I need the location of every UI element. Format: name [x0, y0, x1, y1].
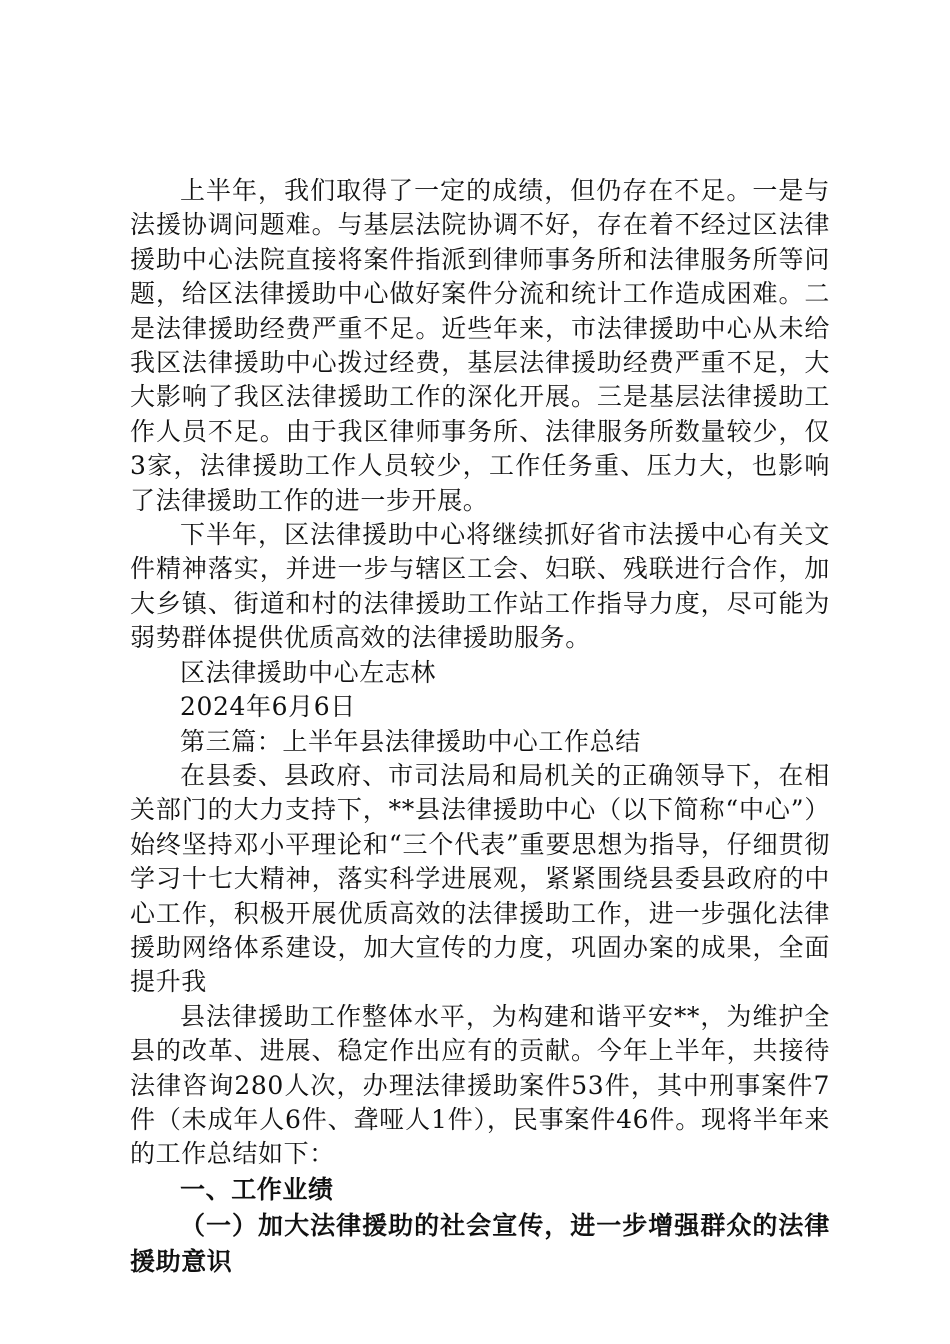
subheading-publicity: （一）加大法律援助的社会宣传，进一步增强群众的法律援助意识 [130, 1210, 830, 1276]
document-body [130, 174, 830, 1280]
paragraph-summary-stats: 县法律援助工作整体水平，为构建和谐平安**，为维护全县的改革、进展、稳定作出应有的贡献。今年上半年，共接待法律咨询280人次，办理法律援助案件53件，其中刑事案件7件（未成年人6件、聋哑人1件），民事案件46件。现将半年来的工作总结如下： [130, 1001, 830, 1169]
paragraph-second-half-plan: 下半年，区法律援助中心将继续抓好省市法援中心有关文件精神落实，并进一步与辖区工会、妇联、残联进行合作，加大乡镇、街道和村的法律援助工作站工作指导力度，尽可能为弱势群体提供优质高效的法律援助服务。 [130, 520, 830, 653]
heading-work-achievements: 一、工作业绩 [180, 1174, 334, 1204]
section-title: 第三篇：上半年县法律援助中心工作总结 [180, 726, 641, 756]
paragraph-introduction: 在县委、县政府、市司法局和局机关的正确领导下，在相关部门的大力支持下，**县法律援助中心（以下简称“中心”）始终坚持邓小平理论和“三个代表”重要思想为指导，仔细贯彻学习十七大精神，落实科学进展观，紧紧围绕县委县政府的中心工作，积极开展优质高效的法律援助工作，进一步强化法律援助网络体系建设，加大宣传的力度，巩固办案的成果，全面提升我 [130, 760, 830, 997]
date-line: 2024年6月6日 [180, 692, 356, 722]
signature-line: 区法律援助中心左志林 [180, 657, 437, 687]
paragraph-shortcomings: 上半年，我们取得了一定的成绩，但仍存在不足。一是与法援协调问题难。与基层法院协调不好，存在着不经过区法律援助中心法院直接将案件指派到律师事务所和法律服务所等问题，给区法律援助中心做好案件分流和统计工作造成困难。二是法律援助经费严重不足。近些年来，市法律援助中心从未给我区法律援助中心拨过经费，基层法律援助经费严重不足，大大影响了我区法律援助工作的深化开展。三是基层法律援助工作人员不足。由于我区律师事务所、法律服务所数量较少，仅3家，法律援助工作人员较少，工作任务重、压力大，也影响了法律援助工作的进一步开展。 [130, 176, 830, 515]
